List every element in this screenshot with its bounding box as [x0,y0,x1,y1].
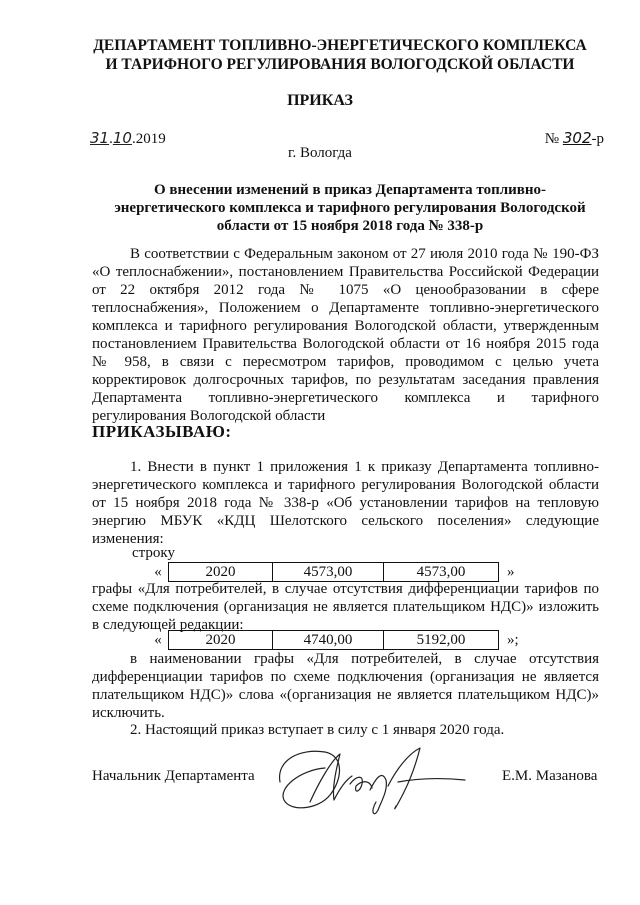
preamble-paragraph: В соответствии с Федеральным законом от 27 июля 2010 года № 190-ФЗ «О теплоснабжении», постановлением Правительства Российской Федерации от 22 октября 2012 года № 1075 «О ценообразовании в сфере теплоснабжения», Положением о Департаменте топливно-энергетического комплекса и тарифного регулирования Вологодской области, утвержденным постановлением Правительства Вологодской области от 16 ноября 2015 года № 958, в связи с пересмотром тарифов, проводимом с целью учета корректировок долгосрочных тарифов, по результатам заседания правления Департамента топливно-энергетического комплекса и тарифного регулирования Вологодской области [92,246,599,424]
item2-paragraph: 2. Настоящий приказ вступает в силу с 1 января 2020 года. [130,722,505,738]
open-quote: « [154,563,162,580]
close-quote: »; [507,631,519,648]
date-month: 10 [112,129,132,147]
rename-paragraph: в наименовании графы «Для потребителей, в случае отсутствия дифференциации тарифов по схеме подключения (организация не является плательщиком НДС)» слова «(организация не является плательщиком НДС)» исключить. [92,651,599,721]
item1-paragraph: 1. Внести в пункт 1 приложения 1 к приказу Департамента топливно-энергетического комплекса и тарифного регулирования Вологодской области от 15 ноября 2018 года № 338-р «Об установлении тарифов на тепловую энергию МБУК «КДЦ Шелотского сельского поселения» следующие изменения: [92,459,599,547]
stroka-label: строку [132,545,175,561]
document-subject [90,181,610,235]
number-suffix: -р [591,131,604,147]
tariff-value2-cell: 5192,00 [416,632,466,648]
tariff-row-old-cells [168,562,499,582]
subject-line1: О внесении изменений в приказ Департамента топливно- [153,182,547,198]
subject-line3: области от 15 ноября 2018 года № 338-р [216,218,484,234]
city: г. Вологда [288,145,352,161]
signatory-name: Е.М. Мазанова [502,768,598,784]
date-day: 31 [90,129,110,147]
tariff-row-new [148,630,519,650]
date-separator: . [109,131,113,147]
tariff-row-new-cells [168,630,499,650]
tariff-year-cell: 2020 [169,631,273,649]
tariff-year-cell: 2020 [169,563,273,581]
tariff-value1-cell: 4740,00 [273,631,384,649]
column-description: графы «Для потребителей, в случае отсутствия дифференциации тарифов по схеме подключения (организация не является плательщиком НДС)» изложить в следующей редакции: [92,581,599,633]
signatory-position: Начальник Департамента [92,768,255,784]
document-type: ПРИКАЗ [287,92,353,109]
subject-line2: энергетического комплекса и тарифного регулирования Вологодской [114,200,586,216]
number-prefix: № [544,131,560,147]
organization-name-line1: ДЕПАРТАМЕНТ ТОПЛИВНО-ЭНЕРГЕТИЧЕСКОГО КОМПЛЕКСА [93,37,587,54]
close-quote: » [507,563,515,580]
number-value: 302 [562,129,592,147]
open-quote: « [154,631,162,648]
decree-keyword: ПРИКАЗЫВАЮ: [92,422,232,441]
tariff-value2-cell: 4573,00 [416,564,466,580]
tariff-row-old [148,562,515,582]
tariff-value1-cell: 4573,00 [273,563,384,581]
date-year: .2019 [131,131,166,147]
handwritten-signature [270,740,470,820]
organization-name-line2: И ТАРИФНОГО РЕГУЛИРОВАНИЯ ВОЛОГОДСКОЙ ОБЛАСТИ [105,56,575,73]
